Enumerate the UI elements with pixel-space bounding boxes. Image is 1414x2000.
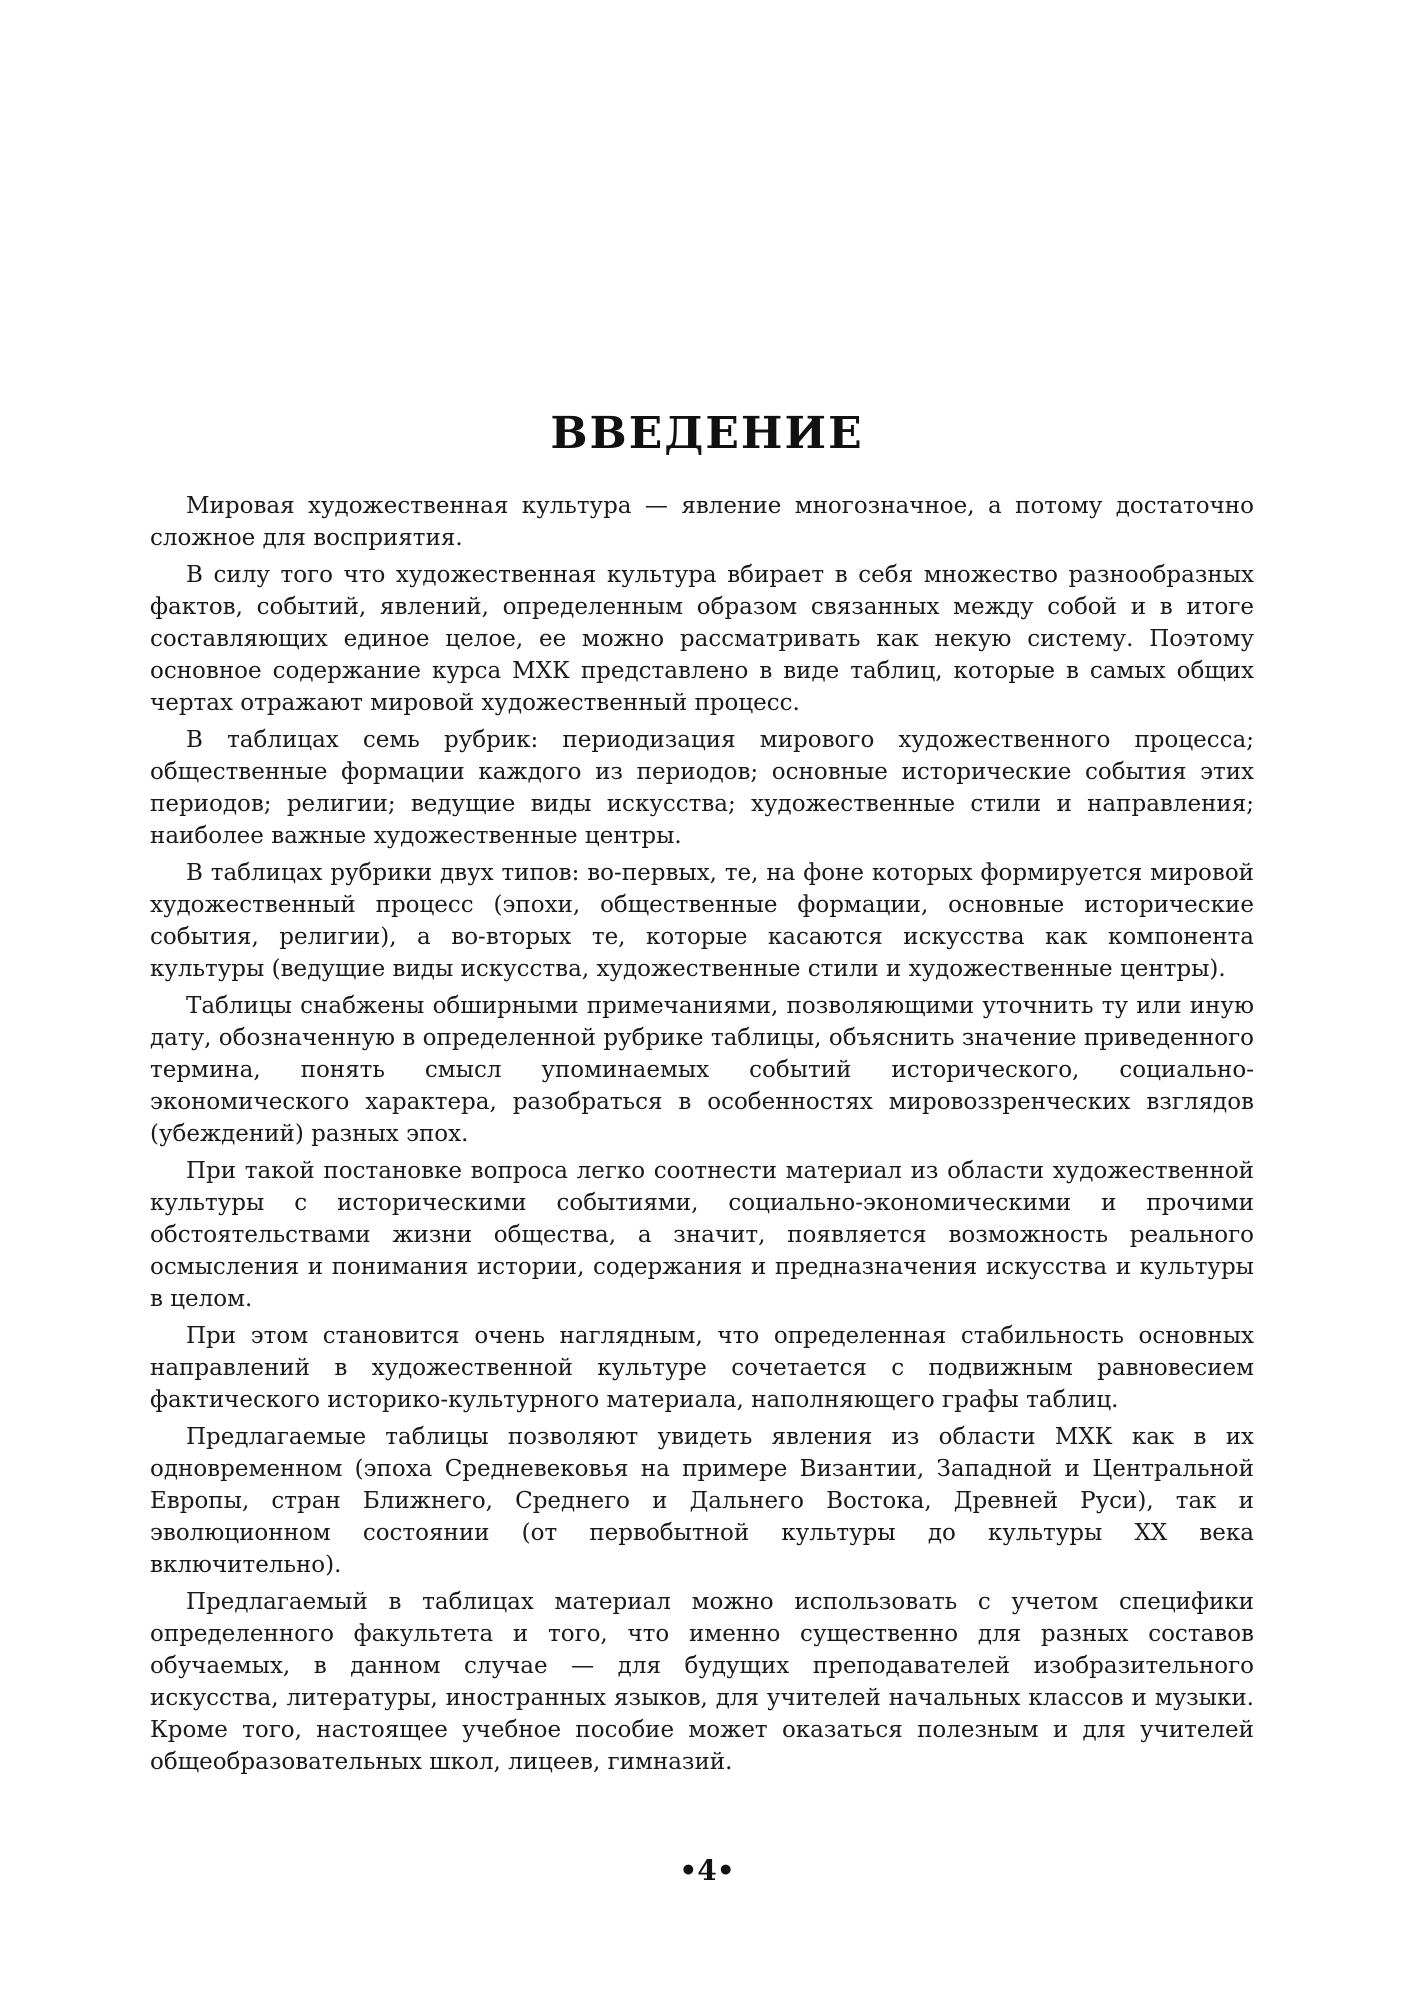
paragraph-1: Мировая художественная культура — явление многозначное, а потому достаточно сложное для восприятия. [150,493,1254,551]
paragraph-8: Предлагаемые таблицы позволяют увидеть явления из области МХК как в их одновременном (эпоха Средневековья на примере Византии, Западной и Центральной Европы, стран Ближнего, Среднего и Дальнего Востока, Древней Руси), так и эволюционном состоянии (от первобытной культуры до культуры XX века включительно). [150,1424,1254,1578]
paragraph-3: В таблицах семь рубрик: периодизация мирового художественного процесса; общественные формации каждого из периодов; основные исторические события этих периодов; религии; ведущие виды искусства; художественные стили и направления; наиболее важные художественные центры. [150,727,1254,849]
paragraph-6: При такой постановке вопроса легко соотнести материал из области художественной культуры с историческими событиями, социально-экономическими и прочими обстоятельствами жизни общества, а значит, появляется возможность реального осмысления и понимания истории, содержания и предназначения искусства и культуры в целом. [150,1158,1254,1312]
paragraph-9: Предлагаемый в таблицах материал можно использовать с учетом специфики определенного факультета и того, что именно существенно для разных составов обучаемых, в данном случае — для будущих преподавателей изобразительного искусства, литературы, иностранных языков, для учителей начальных классов и музыки. Кроме того, настоящее учебное пособие может оказаться полезным и для учителей общеобразовательных школ, лицеев, гимназий. [150,1589,1254,1775]
paragraph-5: Таблицы снабжены обширными примечаниями, позволяющими уточнить ту или иную дату, обозначенную в определенной рубрике таблицы, объяснить значение приведенного термина, понять смысл упоминаемых событий исторического, социально-экономического характера, разобраться в особенностях мировоззренческих взглядов (убеждений) разных эпох. [150,993,1254,1147]
paragraph-4: В таблицах рубрики двух типов: во-первых, те, на фоне которых формируется мировой художественный процесс (эпохи, общественные формации, основные исторические события, религии), а во-вторых те, которые касаются искусства как компонента культуры (ведущие виды искусства, художественные стили и художественные центры). [150,860,1254,982]
page-title: ВВЕДЕНИЕ [550,408,864,459]
paragraph-7: При этом становится очень наглядным, что определенная стабильность основных направлений в художественной культуре сочетается с подвижным равновесием фактического историко-культурного материала, наполняющего графы таблиц. [150,1323,1254,1413]
page-number: •4• [679,1854,735,1887]
paragraph-2: В силу того что художественная культура вбирает в себя множество разнообразных фактов, событий, явлений, определенным образом связанных между собой и в итоге составляющих единое целое, ее можно рассматривать как некую систему. Поэтому основное содержание курса МХК представлено в виде таблиц, которые в самых общих чертах отражают мировой художественный процесс. [150,562,1254,716]
body-text [150,490,1254,1783]
